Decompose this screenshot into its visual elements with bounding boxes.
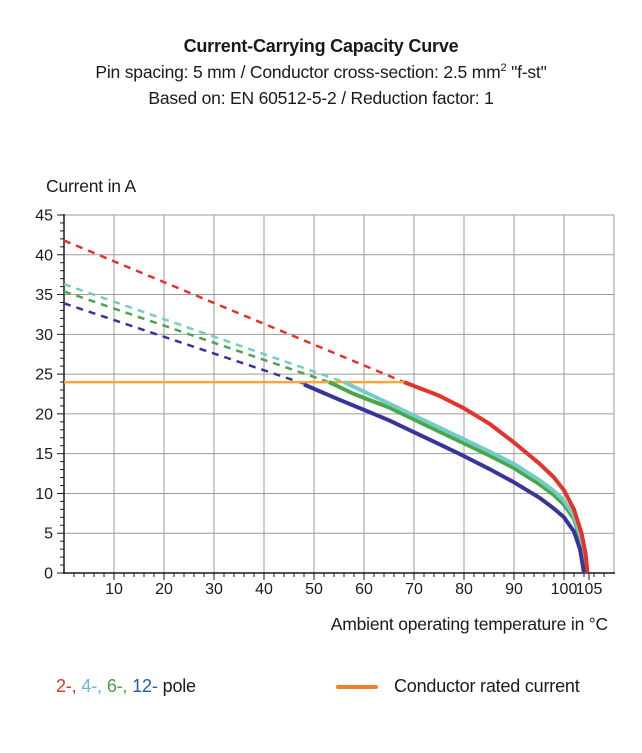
legend-pole-12: 12- [132,676,158,696]
y-tick-label: 5 [44,525,53,543]
subtitle-spec-post: "f-st" [506,62,547,82]
chart-subtitle-spec [0,62,642,83]
y-tick-label: 30 [35,326,53,344]
series-2-pole-derating-limit-dashed- [64,241,404,383]
subtitle-spec-superscript: 2 [500,62,507,75]
x-tick-label: 70 [405,581,423,598]
x-tick-label: 10 [105,581,123,598]
x-tick-label: 20 [155,581,173,598]
x-tick-label: 100 [550,581,578,598]
legend-pole-2: 2-, [56,676,77,696]
y-tick-label: 0 [44,565,53,583]
legend-pole-4: 4-, [81,676,102,696]
x-tick-label: 30 [205,581,223,598]
rated-current-swatch [336,685,378,689]
x-axis-title: Ambient operating temperature in °C [330,614,608,634]
x-tick-label: 60 [355,581,373,598]
series-6-pole-derating-limit-dashed- [64,291,329,382]
subtitle-spec-pre: Pin spacing: 5 mm / Conductor cross-section: 2.5 mm [95,62,501,82]
y-axis-title: Current in A [46,176,137,196]
legend-poles [56,676,196,697]
x-tick-label: 50 [305,581,323,598]
series-2-pole [404,382,588,573]
x-tick-label: 105 [575,581,603,598]
y-tick-label: 25 [35,366,53,384]
y-tick-label: 10 [35,485,53,503]
legend-rated-label: Conductor rated current [394,676,580,696]
x-tick-label: 90 [505,581,523,598]
chart-title: Current-Carrying Capacity Curve [183,36,459,56]
legend-pole-suffix: pole [162,676,196,696]
series-12-pole-derating-limit-dashed- [64,303,304,383]
x-tick-label: 40 [255,581,273,598]
series-6-pole [329,382,585,573]
legend-rated [336,676,580,697]
y-tick-label: 15 [35,446,53,464]
y-tick-label: 20 [35,406,53,424]
y-tick-label: 40 [35,247,53,265]
x-tick-label: 80 [455,581,473,598]
chart-subtitle-basis: Based on: EN 60512-5-2 / Reduction factor: 1 [148,88,494,108]
series-4-pole-derating-limit-dashed- [64,284,344,382]
legend-pole-6: 6-, [106,676,128,696]
series-12-pole [304,385,584,574]
y-tick-label: 35 [35,287,53,305]
series-4-pole [344,382,586,573]
y-tick-label: 45 [35,207,53,225]
